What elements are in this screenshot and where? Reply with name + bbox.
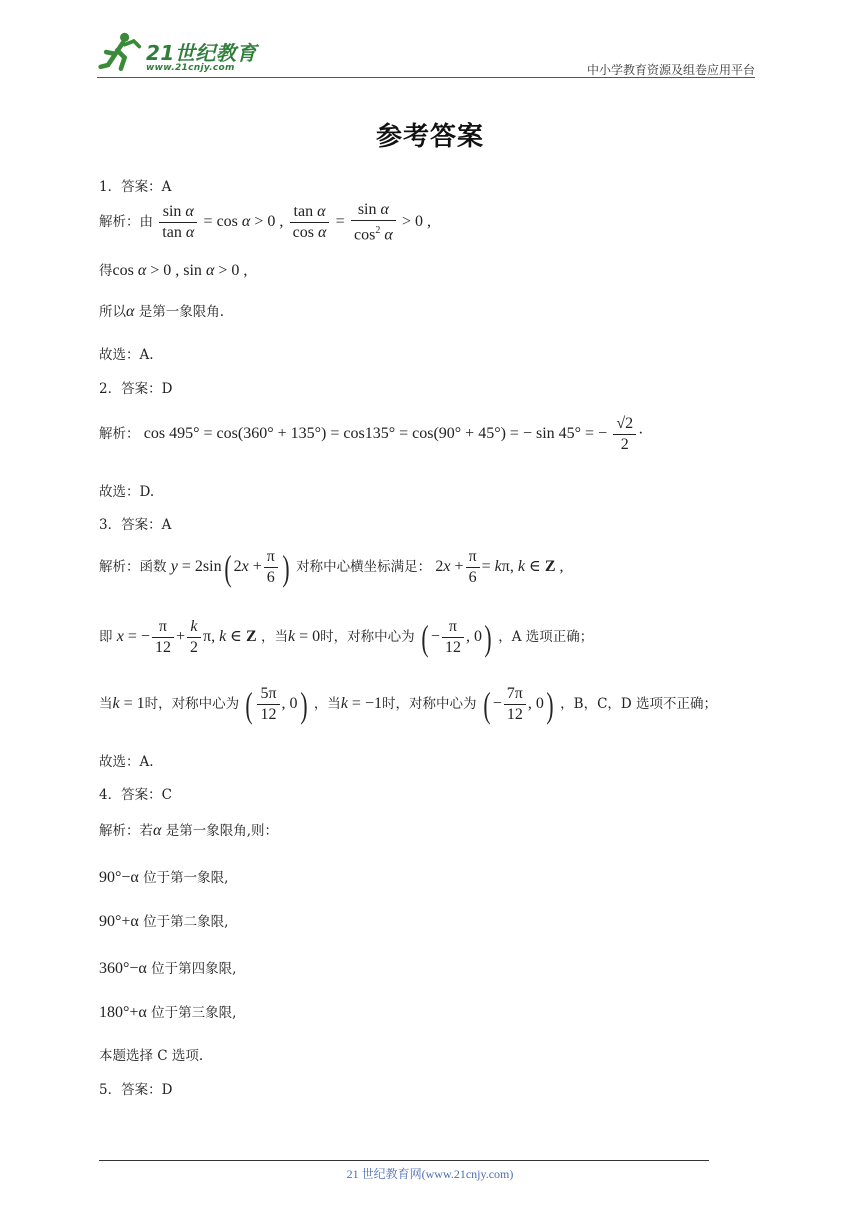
q3-center-2: $\frac{5\pi}{12}$: [257, 684, 279, 725]
q2-answer: 2．答案：D: [99, 381, 173, 397]
q2-fraction: $\frac{√2}{2}$: [613, 414, 636, 455]
header-divider: [97, 77, 755, 78]
q4-item-text: 位于第一象限,: [143, 870, 229, 886]
q3-a-correct: ，A 选项正确；: [498, 629, 594, 645]
q3-center2-text: 时，对称中心为: [144, 696, 240, 712]
q4-item-expr: 90°+α: [99, 913, 139, 930]
q4-item-text: 位于第四象限,: [151, 961, 237, 977]
q4-item: [99, 866, 228, 887]
q3-select: 故选：A.: [99, 754, 154, 770]
q1-conclusion-tail: 是第一象限角.: [134, 304, 224, 320]
q4-conclusion: 本题选择 C 选项.: [99, 1048, 204, 1064]
q3-solution: 解析：函数 y = 2sin( 2x + $\frac{\pi}{6}$ ) 对称中心横坐标满足： 2x + $\frac{\pi}{6}$ = kπ, k ∈ Z ,: [99, 547, 564, 588]
q3-pi-over-12: $\frac{\pi}{12}$: [152, 617, 174, 658]
q1-fraction-1: $\frac{\text{sin α}}{\text{tan α}}$: [159, 202, 197, 243]
q4-solution: 解析：若α 是第一象限角,则：: [99, 822, 278, 839]
q4-item: [99, 910, 228, 931]
q1-fraction-3: $\frac{\text{sin α}}{\cos^2 \alpha}$: [351, 200, 396, 245]
platform-name: 中小学教育资源及组卷应用平台: [586, 63, 755, 77]
q3-ji-label: 即: [99, 629, 113, 645]
q3-dang-label: ，当: [260, 629, 288, 645]
q1-answer: 1．答案：A: [99, 179, 172, 195]
q3-bcd-wrong: ，B，C，D 选项不正确；: [560, 696, 718, 712]
q3-dang3-label: ，当: [313, 696, 341, 712]
q5-answer: 5．答案：D: [99, 1082, 173, 1098]
q2-select: 故选：D.: [99, 484, 155, 500]
q3-k-over-2: $\frac{k}{2}$: [187, 617, 201, 658]
q2-solution-label: 解析：: [99, 426, 140, 442]
q1-solution-label: 解析：由: [99, 214, 153, 231]
q4-solution-tail: 是第一象限角,则：: [161, 823, 278, 839]
q3-pi-over-6: $\frac{\pi}{6}$: [264, 547, 278, 588]
q1-solution: 解析：由 $\frac{\text{sin α}}{\text{tan α}}$ = cos α > 0 , $\frac{\text{tan α}}{\text{cos α}}$ = $\frac{\text{sin α}}{\cos^2 \alpha}$ > 0 ,: [99, 201, 432, 244]
q4-solution-label: 解析：若: [99, 823, 153, 839]
q1-derive-label: 得: [99, 263, 113, 279]
q2-solution: 解析： cos 495° = cos(360° + 135°) = cos135° = cos(90° + 45°) = − sin 45° = − $\frac{√2}{2}$ ·: [99, 415, 644, 453]
q4-item-text: 位于第二象限,: [143, 914, 229, 930]
logo-text: 21世纪教育: [146, 41, 257, 65]
q3-solution-label: 解析：函数: [99, 559, 167, 575]
q1-derive: 得cos α > 0 , sin α > 0 ,: [99, 262, 248, 279]
footer-link[interactable]: 21 世纪教育网(www.21cnjy.com): [346, 1167, 514, 1181]
q4-item-expr: 360°−α: [99, 960, 147, 977]
q4-item-text: 位于第三象限,: [151, 1005, 237, 1021]
q3-center-3: $\frac{7\pi}{12}$: [504, 684, 526, 725]
q3-other: 当k = 1时，对称中心为 ( $\frac{5\pi}{12}$ , 0) ，当k = −1时，对称中心为 ( − $\frac{7\pi}{12}$ , 0) ，B，C，D 选项不正确；: [99, 684, 718, 725]
q4-item: [99, 1001, 236, 1022]
q4-item-expr: 90°−α: [99, 869, 139, 886]
logo-url: www.21cnjy.com: [146, 63, 235, 73]
q3-pi-over-6-b: $\frac{\pi}{6}$: [466, 547, 480, 588]
q3-satisfy-text: 对称中心横坐标满足：: [296, 559, 432, 575]
q3-dang2-label: 当: [99, 696, 113, 712]
logo-runner-icon: [95, 30, 145, 76]
q4-item: [99, 957, 236, 978]
q1-conclusion: 所以α 是第一象限角.: [99, 303, 224, 320]
q3-center-text: 时，对称中心为: [320, 629, 415, 645]
q4-item-expr: 180°+α: [99, 1004, 147, 1021]
footer-divider: [99, 1160, 709, 1161]
q3-answer: 3．答案：A: [99, 517, 172, 533]
page-title: 参考答案: [375, 122, 484, 152]
q3-solve: 即 x = − $\frac{\pi}{12}$ + $\frac{k}{2}$ π, k ∈ Z ，当k = 0时，对称中心为 ( − $\frac{\pi}{12}$ , 0) ，A 选项正确；: [99, 617, 594, 658]
q3-center3-text: 时，对称中心为: [381, 696, 477, 712]
q1-conclusion-label: 所以: [99, 304, 126, 320]
q1-fraction-2: $\frac{\text{tan α}}{\text{cos α}}$: [290, 202, 330, 243]
q3-center-1: $\frac{\pi}{12}$: [442, 617, 464, 658]
q4-answer: 4．答案：C: [99, 787, 172, 803]
q1-select: 故选：A.: [99, 347, 154, 363]
